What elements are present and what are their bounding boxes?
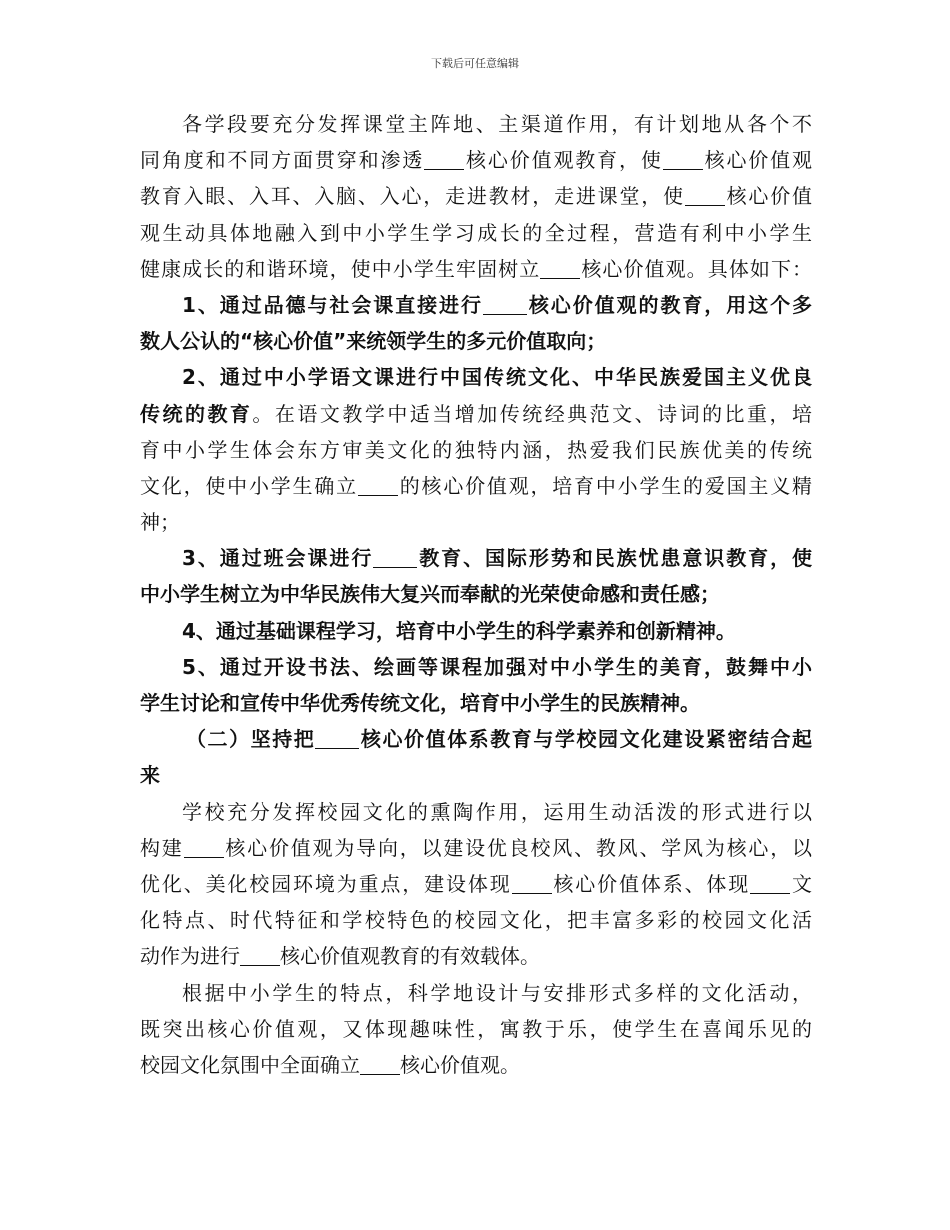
text-segment: 学校充分发挥校园文化的熏陶作用，运用生动活泼的形式进行以 [182,799,812,824]
bold-lead-text: 传统的教育 [140,401,253,426]
text-segment: 文 [790,871,813,896]
fill-blank [483,292,527,315]
text-line [140,613,812,649]
text-segment: 健康成长的和谐环境，使中小学生牢固树立 [140,256,541,281]
text-segment: 4、通过基础课程学习，培育中小学生的科学素养和创新精神。 [182,618,736,643]
text-line [140,251,812,287]
text-line [140,794,812,830]
text-segment: 。在语文教学中适当增加传统经典范文、诗词的比重，培 [252,401,813,426]
text-segment: 化特点、时代特征和学校特色的校园文化，把丰富多彩的校园文化活 [140,908,812,933]
fill-blank [663,147,703,170]
text-segment: 同角度和不同方面贯穿和渗透 [140,148,425,173]
text-segment: 构建 [140,835,184,860]
page-header: 下载后可任意编辑 [431,57,519,70]
fill-blank [184,835,224,858]
text-segment: 各学段要充分发挥课堂主阵地、主渠道作用，有计划地从各个不 [182,112,812,136]
text-segment: 核心价值 [724,184,813,209]
document-body [140,106,812,1083]
text-segment: 1、通过品德与社会课直接进行 [182,292,483,317]
text-line [140,106,812,142]
text-line [140,1011,812,1047]
text-line [140,649,812,685]
text-line [140,685,812,721]
text-segment: 核心价值观为导向，以建设优良校风、教风、学风为核心，以 [223,835,813,860]
fill-blank [512,871,552,894]
text-segment: 校园文化氛围中全面确立 [140,1052,360,1077]
text-segment: 核心价值观。 [400,1052,520,1077]
fill-blank [358,473,398,496]
text-segment: 根据中小学生的特点，科学地设计与安排形式多样的文化活动， [182,980,812,1005]
text-line [140,287,812,323]
text-segment: 核心价值观教育，使 [464,148,663,173]
fill-blank [240,943,280,966]
text-line [140,866,812,902]
text-line [140,975,812,1011]
text-segment: 中小学生树立为中华民族伟大复兴而奉献的光荣使命感和责任感； [140,582,720,607]
text-segment: （二）坚持把 [186,727,316,752]
text-line [140,432,812,468]
text-segment: 神； [140,510,180,535]
text-segment: 教育入眼、入耳、入脑、入心，走进教材，走进课堂，使 [140,184,685,209]
text-segment: 观生动具体地融入到中小学生学习成长的全过程，营造有利中小学生 [140,220,812,245]
text-segment: 核心价值观 [702,148,813,173]
text-segment: 育中小学生体会东方审美文化的独特内涵，热爱我们民族优美的传统 [140,437,812,462]
text-segment: 核心价值观的教育，用这个多 [526,292,812,317]
text-line [140,902,812,938]
text-segment: 的核心价值观，培育中小学生的爱国主义精 [397,473,813,498]
text-segment: 数人公认的“核心价值”来统领学生的多元价值取向； [140,329,607,354]
text-segment: 来 [140,763,160,788]
text-line [140,830,812,866]
text-segment: 3、通过班会课进行 [182,546,374,571]
text-line [140,721,812,757]
fill-blank [424,147,464,170]
fill-blank [373,545,417,568]
text-line [140,359,812,395]
text-segment: 核心价值体系教育与学校园文化建设紧密结合起 [359,727,813,752]
text-line [140,1047,812,1083]
fill-blank [360,1052,400,1075]
text-line [140,142,812,178]
text-line [140,938,812,974]
text-segment: 学生讨论和宣传中华优秀传统文化，培育中小学生的民族精神。 [140,691,700,715]
text-segment: 文化，使中小学生确立 [140,473,358,498]
fill-blank [685,183,725,206]
fill-blank [540,256,580,279]
text-line [140,757,812,793]
text-segment: 核心价值体系、体现 [551,871,751,896]
text-segment: 5、通过开设书法、绘画等课程加强对中小学生的美育，鼓舞中小 [182,654,812,679]
text-segment: 既突出核心价值观，又体现趣味性，寓教于乐，使学生在喜闻乐见的 [140,1016,812,1041]
text-line [140,504,812,540]
text-segment: 2、通过中小学语文课进行中国传统文化、中华民族爱国主义优良 [182,365,812,390]
fill-blank [750,871,790,894]
text-line [140,576,812,612]
text-segment: 核心价值观教育的有效载体。 [280,944,540,969]
text-segment: 优化、美化校园环境为重点，建设体现 [140,871,512,896]
text-segment: 动作为进行 [140,944,240,969]
text-segment: 核心价值观。具体如下： [580,256,813,281]
text-segment: 教育、国际形势和民族忧患意识教育，使 [417,546,812,571]
text-line [140,215,812,251]
text-line [140,178,812,214]
fill-blank [315,726,359,749]
text-line [140,396,812,432]
text-line [140,540,812,576]
text-line [140,323,812,359]
text-line [140,468,812,504]
